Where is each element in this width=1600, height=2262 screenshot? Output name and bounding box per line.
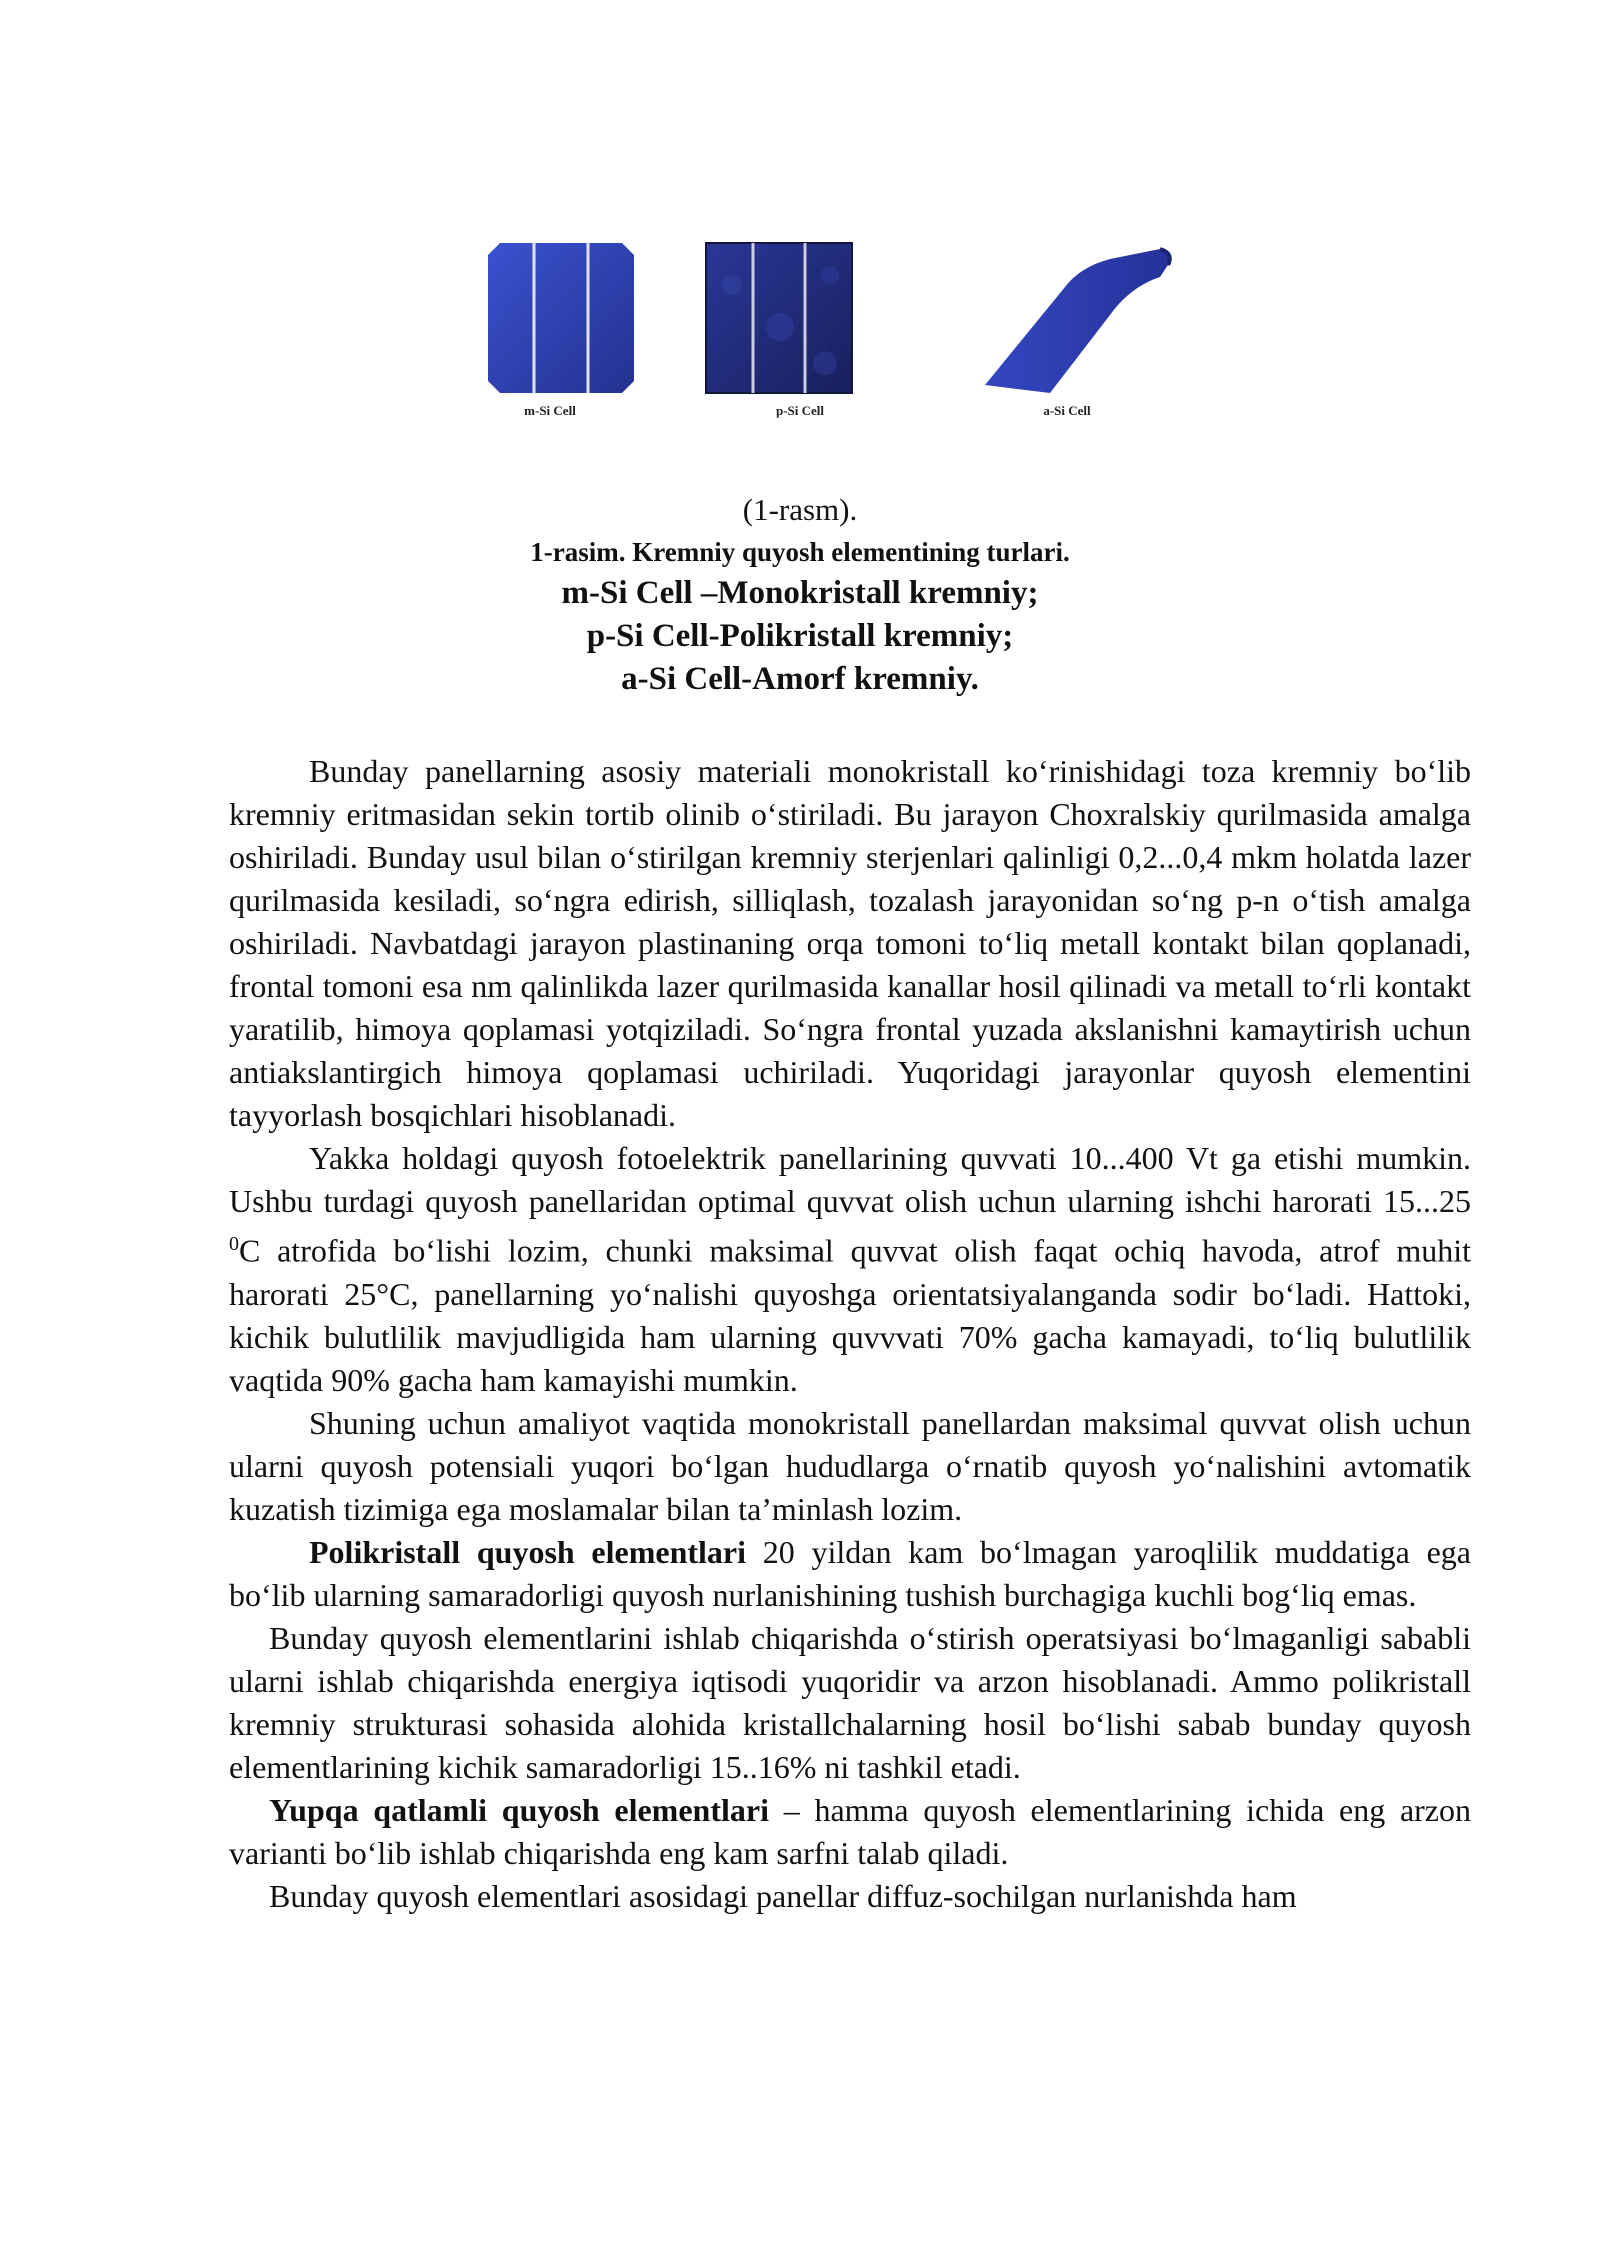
paragraph-7: Bunday quyosh elementlari asosidagi panellar diffuz-sochilgan nurlanishda ham [269, 1877, 1297, 1914]
m-si-cell-icon [488, 243, 634, 393]
solar-cells-image [470, 235, 1190, 405]
paragraph-4-text: 20 yildan kam bo‘lmagan yaroqlilik muddatiga ega bo‘lib ularning samaradorligi quyosh nurlanishining tushish burchagiga kuchli bog‘liq emas. [229, 1533, 1472, 1613]
a-si-cell-icon [985, 249, 1170, 393]
solar-cells-figure [470, 235, 1190, 425]
paragraph-6 [229, 1789, 1471, 1875]
m-si-cell-label: m-Si Cell [524, 403, 576, 418]
paragraph-4 [229, 1531, 1471, 1617]
figure-title: 1-rasim. Kremniy quyosh elementining turlari. [530, 537, 1070, 567]
p-si-cell-icon [706, 243, 852, 393]
paragraph-4-heading: Polikristall quyosh elementlari [309, 1533, 747, 1570]
paragraph-3: Shuning uchun amaliyot vaqtida monokristall panellardan maksimal quvvat olish uchun ularni quyosh potensiali yuqori bo‘lgan hududlarga o‘rnatib quyosh yo‘nalishini avtomatik kuzatish tizimiga ega moslamalar bilan ta’minlash lozim. [229, 1404, 1471, 1527]
figure-number: (1-rasm). [742, 492, 858, 527]
degree-superscript: 0 [229, 1233, 239, 1255]
paragraph-6-heading: Yupqa qatlamli quyosh elementlari [269, 1791, 769, 1828]
figure-legend-line-3: a-Si Cell-Amorf kremniy. [621, 661, 979, 697]
figure-legend-line-2: p-Si Cell-Polikristall kremniy; [586, 618, 1014, 654]
a-si-cell-label: a-Si Cell [1043, 403, 1091, 418]
paragraph-2-part-b: C atrofida bo‘lishi lozim, chunki maksimal quvvat olish faqat ochiq havoda, atrof muhit harorati 25°C, panellarning yo‘nalishi quyoshga orientatsiyalanganda sodir bo‘ladi. Hattoki, kichik bulutlilik mavjudligida ham ularning quvvvati 70% gacha kamayadi, to‘liq bulutlilik vaqtida 90% gacha ham kamayishi mumkin. [229, 1232, 1471, 1398]
paragraph-6-text: – hamma quyosh elementlarining ichida eng arzon varianti bo‘lib ishlab chiqarishda eng kam sarfni talab qiladi. [229, 1791, 1472, 1871]
paragraph-2-part-a: Yakka holdagi quyosh fotoelektrik panellarining quvvati 10...400 Vt ga etishi mumkin. Ushbu turdagi quyosh panellaridan optimal quvvat olish uchun ularning ishchi harorati 15...25 [229, 1140, 1471, 1219]
figure-legend-line-1: m-Si Cell –Monokristall kremniy; [561, 575, 1039, 611]
p-si-cell-label: p-Si Cell [775, 403, 825, 418]
paragraph-2 [229, 1137, 1471, 1402]
paragraph-1: Bunday panellarning asosiy materiali monokristall ko‘rinishidagi toza kremniy bo‘lib kremniy eritmasidan sekin tortib olinib o‘stiriladi. Bu jarayon Choxralskiy qurilmasida amalga oshiriladi. Bunday usul bilan o‘stirilgan kremniy sterjenlari qalinligi 0,2...0,4 mkm holatda lazer qurilmasida kesiladi, so‘ngra edirish, silliqlash, tozalash jarayonidan so‘ng p-n o‘tish amalga oshiriladi. Navbatdagi jarayon plastinaning orqa tomoni to‘liq metall kontakt bilan qoplanadi, frontal tomoni esa nm qalinlikda lazer qurilmasida kanallar hosil qilinadi va metall to‘rli kontakt yaratilib, himoya qoplamasi yotqiziladi. So‘ngra frontal yuzada akslanishni kamaytirish uchun antiakslantirgich himoya qoplamasi uchiriladi. Yuqoridagi jarayonlar quyosh elementini tayyorlash bosqichlari hisoblanadi. [229, 753, 1471, 1133]
paragraph-5: Bunday quyosh elementlarini ishlab chiqarishda o‘stirish operatsiyasi bo‘lmaganligi sababli ularni ishlab chiqarishda energiya iqtisodi yuqoridir va arzon hisoblanadi. Ammo polikristall kremniy strukturasi sohasida alohida kristallchalarning hosil bo‘lishi sabab bunday quyosh elementlarining kichik samaradorligi 15..16% ni tashkil etadi. [229, 1619, 1471, 1785]
body-text [229, 750, 1471, 1918]
